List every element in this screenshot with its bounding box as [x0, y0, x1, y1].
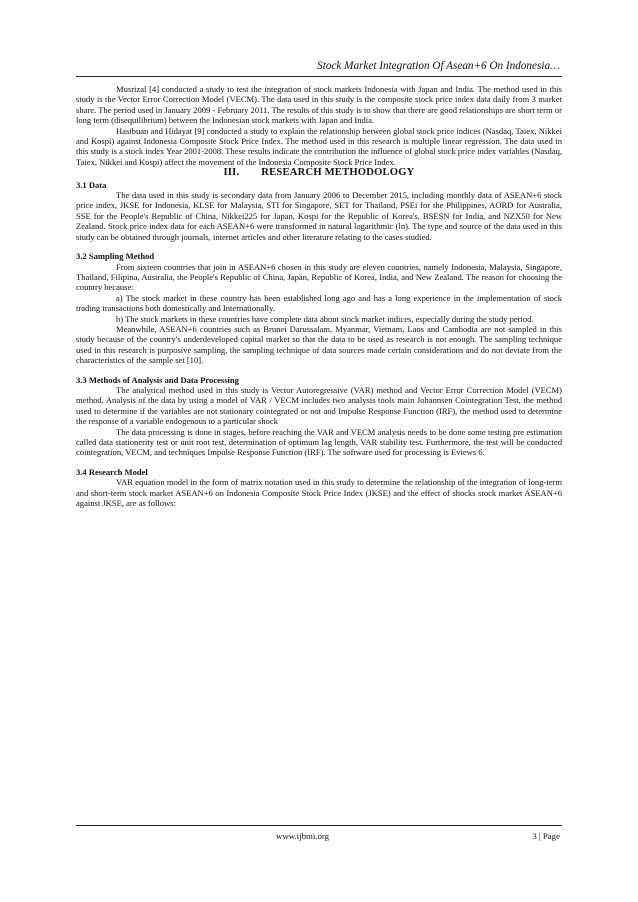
methods-paragraph-1: The analytical method used in this study is Vector Autoregressive (VAR) method and Vector Error Correction Model (VECM) method. Analysis of the data by using a model of VAR / VECM includes two analysis tools main Johannsen Cointegration Test, the method used to determine if the variables are not stationary cointegrated or not and Impulse Response Function (IRF), the method used to determine the response of a variable endogenous to a particular shock	[76, 384, 562, 427]
subsection-heading-3-2: 3.2 Sampling Method	[76, 251, 155, 262]
section-title: RESEARCH METHODOLOGY	[261, 167, 415, 179]
sampling-reason-b: b) The stock markets in these countries have complete data about stock market indices, especially during the study period.	[116, 313, 534, 324]
header-rule	[76, 76, 562, 77]
intro-paragraph-2: Hasibuan and Hidayat [9] conducted a study to explain the relationship between global stock price indices (Nasdaq, Taiex, Nikkei and Kospi) against Indonesia Composite Stock Price Index. The method used in this research is multiple linear regression. The data used in this study is a stock index Year 2001-2008. These results indicate the contribution the influence of global stock price index variables (Nasdaq, Taiex, Nikkei and Kospi) affect the movement of the Indonesia Composite Stock Price Index.	[76, 125, 562, 167]
subsection-heading-3-1: 3.1 Data	[76, 179, 107, 190]
spacer	[76, 366, 562, 375]
section-heading	[76, 168, 562, 178]
spacer	[76, 242, 562, 251]
footer-url: www.ijbmi.org	[276, 831, 330, 841]
running-title: Stock Market Integration Of Asean+6 On Indonesia…	[317, 60, 560, 72]
intro-paragraph-1: Musrizal [4] conducted a study to test the integration of stock markets Indonesia with Japan and India. The method used in this study is the Vector Error Correction Model (VECM). The data used in this study is the composite stock price index data daily from 3 market share. The period used in January 2009 - February 2011. The results of this study is to show that there are good relationships are short term or long term (disequilibrium) between the Indonesian stock markets with Japan and India.	[76, 84, 562, 126]
page-number: 3 | Page	[532, 831, 560, 841]
sampling-paragraph-1: From sixteen countries that join in ASEAN+6 chosen in this study are eleven countries, namely Indonesia, Malaysia, Singapore, Thailand, Filipina, Australia, the People's Republic of China, Japan, Republic of Korea, India, and New Zealand. The reason for choosing the country because:	[76, 261, 562, 293]
model-paragraph: VAR equation model in the form of matrix notation used in this study to determine the relationship of the integration of long-term and short-term stock market ASEAN+6 on Indonesia Composite Stock Price Index (JKSE) and the effect of shocks stock market ASEAN+6 against JKSE, are as follows:	[76, 477, 562, 509]
footer-rule	[76, 825, 562, 826]
sampling-reason-a: a) The stock market in these country has been established long ago and has a long experience in the implementation of stock trading transactions both domestically and Internationally.	[76, 292, 562, 314]
sampling-paragraph-2: Meanwhile, ASEAN+6 countries such as Brunei Darussalam, Myanmar, Vietnam, Laos and Cambodia are not sampled in this study because of the country's underdeveloped capital market so that the data to be used as research is not enough. The sampling technique used in this research is purposive sampling, the sampling technique of data sources made certain considerations and do not deviate from the characteristics of the sample set [10].	[76, 323, 562, 366]
page-body	[76, 84, 562, 508]
subsection-heading-3-3: 3.3 Methods of Analysis and Data Processing	[76, 374, 239, 385]
data-paragraph: The data used in this study is secondary data from January 2006 to December 2015, including monthly data of ASEAN+6 stock price index, JKSE for Indonesia, KLSE for Malaysia, STI for Singapore, SET for Thailand, PSEi for the Philippines, AORD for Australia, SSE for the People's Republic of China, Nikkei225 for Japan, Kospi for the Republic of Korea's, BSESN for India, and NZX50 for New Zealand. Stock price index data for each ASEAN+6 were transformed in natural logarithmic (ln). The type and source of the data used in this study can be obtained through journals, internet articles and other literature relating to the cases studied.	[76, 190, 562, 242]
subsection-heading-3-4: 3.4 Research Model	[76, 466, 148, 477]
methods-paragraph-2: The data processing is done in stages, before reaching the VAR and VECM analysis needs to be done some testing pre estimation called data stationerity test or unit root test, determination of optimum lag length, VAR stability test. Furthermore, the test will be conducted cointegration, VECM, and techniques Impulse Response Function (IRF). The software used for processing is Eviews 6.	[76, 426, 562, 458]
section-number: III.	[223, 167, 240, 179]
spacer	[76, 458, 562, 467]
